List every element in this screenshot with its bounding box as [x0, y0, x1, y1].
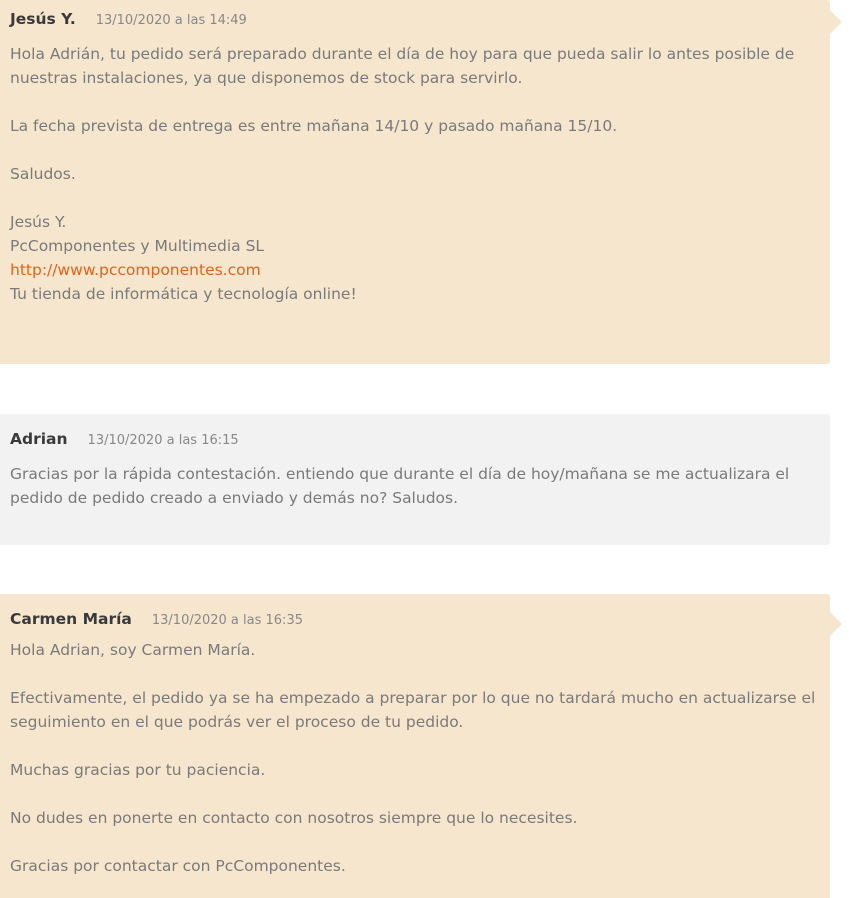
message-line: La fecha prevista de entrega es entre mañana 14/10 y pasado mañana 15/10.	[10, 117, 618, 135]
message-line: nuestras instalaciones, ya que disponemos de stock para servirlo.	[10, 69, 523, 87]
message-author: Jesús Y.	[10, 10, 76, 28]
message-staff-jesus	[0, 0, 830, 364]
message-staff-carmen	[0, 594, 830, 898]
message-line: Hola Adrián, tu pedido será preparado durante el día de hoy para que pueda salir lo antes posible de	[10, 45, 795, 63]
speech-arrow-icon	[830, 612, 842, 636]
message-body	[10, 42, 810, 306]
blank-line	[10, 734, 810, 758]
message-line: No dudes en ponerte en contacto con nosotros siempre que lo necesites.	[10, 809, 578, 827]
blank-line	[10, 186, 810, 210]
blank-line	[10, 90, 810, 114]
message-header	[10, 10, 810, 34]
message-date: 13/10/2020 a las 14:49	[95, 13, 247, 28]
message-line: Gracias por contactar con PcComponentes.	[10, 857, 346, 875]
message-line: Hola Adrian, soy Carmen María.	[10, 641, 256, 659]
blank-line	[10, 830, 810, 854]
message-body	[10, 638, 816, 878]
message-line: pedido de pedido creado a enviado y demás no? Saludos.	[10, 489, 459, 507]
message-line: Saludos.	[10, 165, 76, 183]
message-date: 13/10/2020 a las 16:15	[87, 433, 239, 448]
message-line: Muchas gracias por tu paciencia.	[10, 761, 266, 779]
blank-line	[10, 662, 810, 686]
signature-link-row	[10, 258, 810, 282]
message-header	[10, 430, 810, 454]
website-link[interactable]: http://www.pccomponentes.com	[10, 261, 261, 279]
blank-line	[10, 138, 810, 162]
blank-line	[10, 782, 810, 806]
message-date: 13/10/2020 a las 16:35	[151, 613, 303, 628]
message-customer-adrian	[0, 414, 830, 545]
signature-name: Jesús Y.	[10, 213, 67, 231]
signature-company: PcComponentes y Multimedia SL	[10, 237, 265, 255]
message-line: Gracias por la rápida contestación. entiendo que durante el día de hoy/mañana se me actualizara el	[10, 465, 790, 483]
message-author: Carmen María	[10, 610, 132, 628]
message-header	[10, 610, 810, 634]
message-author: Adrian	[10, 430, 68, 448]
message-line: Efectivamente, el pedido ya se ha empezado a preparar por lo que no tardará mucho en actualizarse el	[10, 689, 816, 707]
message-body	[10, 462, 810, 510]
signature-tagline: Tu tienda de informática y tecnología online!	[10, 285, 357, 303]
message-line: seguimiento en el que podrás ver el proceso de tu pedido.	[10, 713, 464, 731]
speech-arrow-icon	[830, 10, 842, 34]
